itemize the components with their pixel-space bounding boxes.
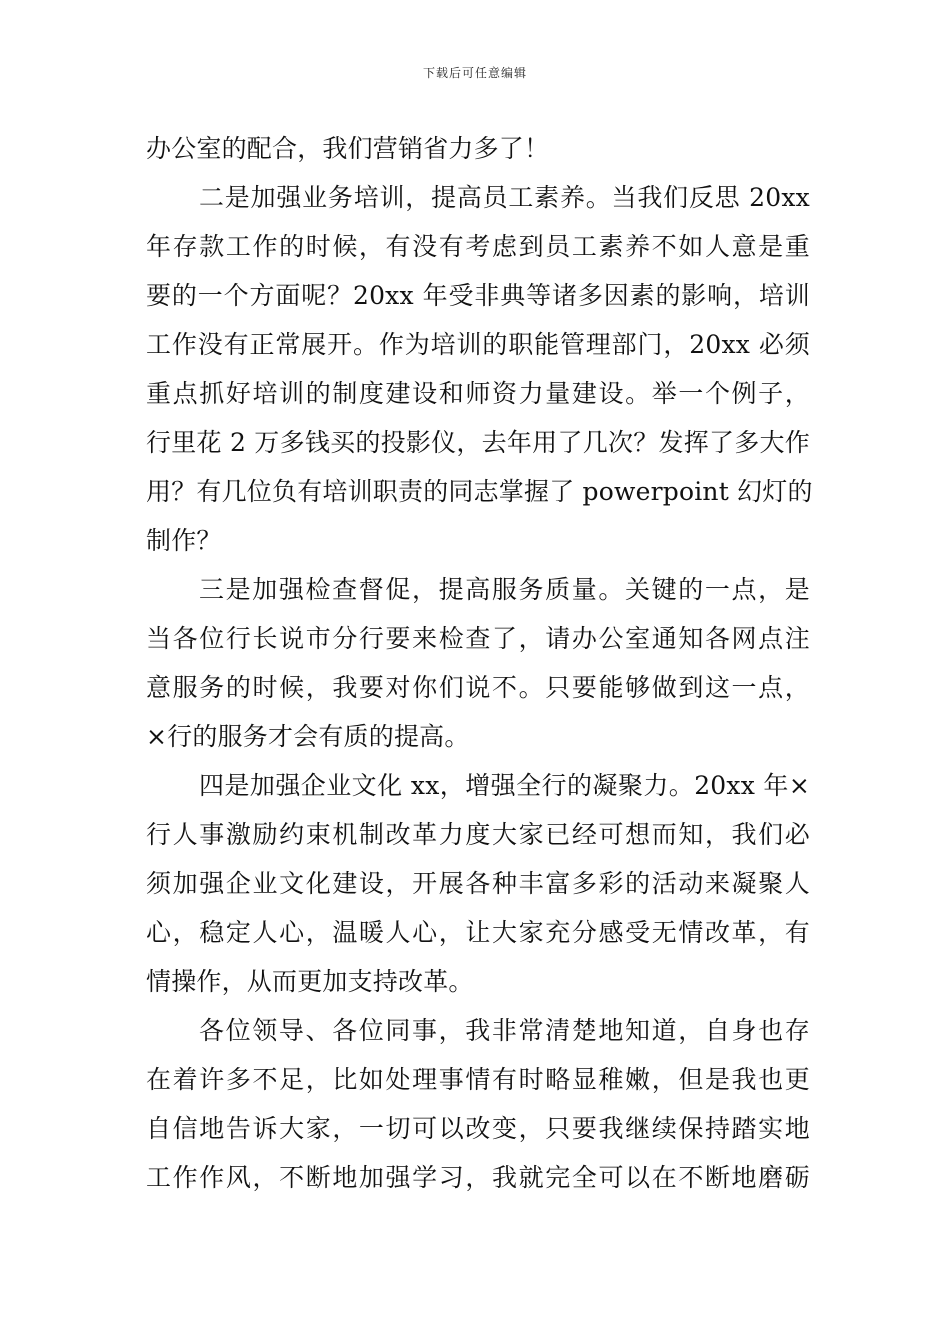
text-line: 重点抓好培训的制度建设和师资力量建设。举一个例子， [146, 379, 810, 408]
text-line: 须加强企业文化建设，开展各种丰富多彩的活动来凝聚人 [146, 869, 810, 898]
paragraph-start-line: 各位领导、各位同事，我非常清楚地知道，自身也存 [199, 1016, 810, 1045]
text-line: 制作？ [146, 526, 222, 555]
page-header: 下载后可任意编辑 [422, 66, 527, 80]
text-line: 情操作，从而更加支持改革。 [146, 967, 474, 996]
text-line: 在着许多不足，比如处理事情有时略显稚嫩，但是我也更 [146, 1065, 810, 1094]
text-line: 办公室的配合，我们营销省力多了！ [146, 134, 550, 163]
text-line: 用？有几位负有培训职责的同志掌握了 powerpoint 幻灯的 [146, 477, 813, 506]
text-line: 自信地告诉大家，一切可以改变，只要我继续保持踏实地 [146, 1114, 810, 1143]
text-line: 行人事激励约束机制改革力度大家已经可想而知，我们必 [146, 820, 810, 849]
paragraph-start-line: 四是加强企业文化 xx，增强全行的凝聚力。20xx 年× [199, 771, 810, 800]
paragraph-start-line: 二是加强业务培训，提高员工素养。当我们反思 20xx [199, 183, 810, 212]
document-body [146, 124, 813, 1202]
paragraph-start-line: 三是加强检查督促，提高服务质量。关键的一点，是 [199, 575, 810, 604]
text-line: 心，稳定人心，温暖人心，让大家充分感受无情改革，有 [146, 918, 810, 947]
text-line: 要的一个方面呢？20xx 年受非典等诸多因素的影响，培训 [146, 281, 810, 310]
text-line: 年存款工作的时候，有没有考虑到员工素养不如人意是重 [146, 232, 810, 261]
text-line: 工作作风，不断地加强学习，我就完全可以在不断地磨砺 [146, 1163, 810, 1192]
text-line: 意服务的时候，我要对你们说不。只要能够做到这一点， [146, 673, 810, 702]
text-line: ×行的服务才会有质的提高。 [146, 722, 470, 751]
text-line: 工作没有正常展开。作为培训的职能管理部门，20xx 必须 [146, 330, 810, 359]
text-line: 行里花 2 万多钱买的投影仪，去年用了几次？发挥了多大作 [146, 428, 810, 457]
text-line: 当各位行长说市分行要来检查了，请办公室通知各网点注 [146, 624, 810, 653]
